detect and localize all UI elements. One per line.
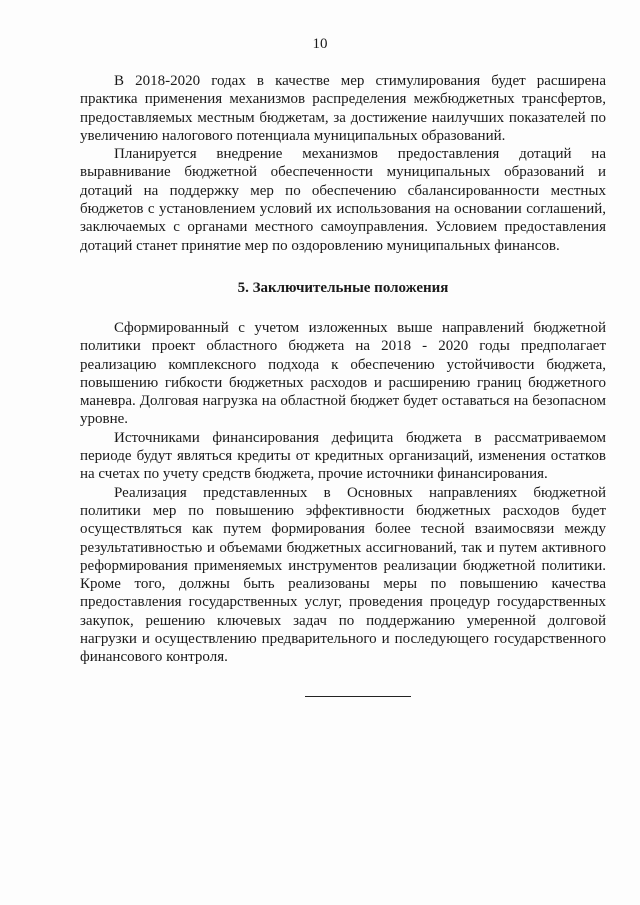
paragraph-deficit-sources: Источниками финансирования дефицита бюджета в рассматриваемом периоде будут являться кредиты от кредитных организаций, изменения остатков на счетах по учету средств бюджета, прочие источники финансирования. [80,429,606,483]
section-heading-final-provisions: 5. Заключительные положения [237,279,449,296]
document-body [80,72,606,667]
end-of-document-rule [305,696,411,697]
page-number: 10 [312,36,328,52]
paragraph-stimulation-measures: В 2018-2020 годах в качестве мер стимулирования будет расширена практика применения механизмов распределения межбюджетных трансфертов, предоставляемых местным бюджетам, за достижение наилучших показателей по увеличению налогового потенциала муниципальных образований. [80,73,606,144]
paragraph-subsidies-plan: Планируется внедрение механизмов предоставления дотаций на выравнивание бюджетной обеспеченности муниципальных образований и дотаций на поддержку мер по обеспечению сбалансированности местных бюджетов с установлением условий их использования на основании соглашений, заключаемых с органами местного самоуправления. Условием предоставления дотаций станет принятие мер по оздоровлению муниципальных финансов. [80,146,606,254]
paragraph-efficiency-measures: Реализация представленных в Основных направлениях бюджетной политики мер по повышению эффективности бюджетных расходов будет осуществляться как путем формирования более тесной взаимосвязи между результативностью и объемами бюджетных ассигнований, так и путем активного реформирования применяемых инструментов реализации бюджетной политики. Кроме того, должны быть реализованы меры по повышению качества предоставления государственных услуг, проведения процедур государственных закупок, решению ключевых задач по поддержанию умеренной долговой нагрузки и осуществлению предварительного и последующего государственного финансового контроля. [80,484,606,666]
paragraph-budget-project: Сформированный с учетом изложенных выше направлений бюджетной политики проект областного бюджета на 2018 - 2020 годы предполагает реализацию комплексного подхода к обеспечению устойчивости бюджета, повышению гибкости бюджетных расходов и расширению границ бюджетного маневра. Долговая нагрузка на областной бюджет будет оставаться на безопасном уровне. [80,319,606,428]
